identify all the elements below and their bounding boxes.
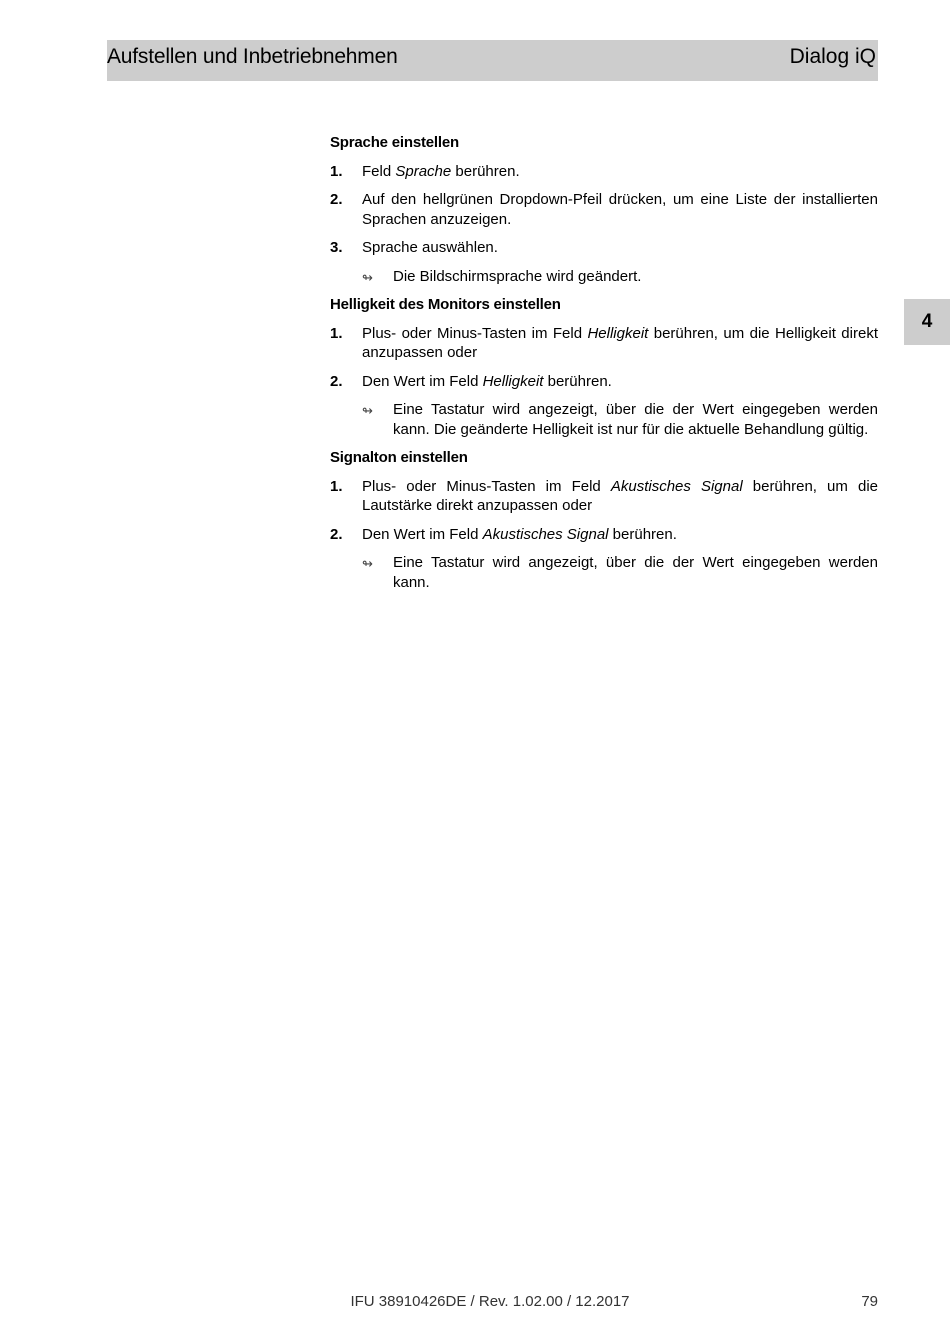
step-text: berühren.: [543, 372, 612, 390]
page-header-title: Aufstellen und Inbetriebnehmen: [107, 45, 398, 68]
step-number: 2.: [330, 525, 343, 543]
result-item: [330, 400, 878, 439]
step-text: Sprache auswählen.: [362, 239, 498, 256]
step-text: Plus- oder Minus-Tasten im Feld: [362, 477, 611, 495]
step-text: berühren.: [608, 525, 677, 543]
main-content: [330, 133, 878, 601]
step-number: 1.: [330, 162, 343, 180]
step-item: [330, 525, 878, 545]
step-number: 2.: [330, 191, 343, 208]
section-heading: Signalton einstellen: [330, 449, 468, 466]
section-helligkeit: [330, 295, 878, 439]
page-header: [107, 40, 878, 81]
step-item: [330, 477, 878, 516]
product-name: Dialog iQ: [789, 45, 876, 68]
step-text: Feld: [362, 162, 396, 180]
result-item: [330, 553, 878, 592]
section-heading: Sprache einstellen: [330, 134, 459, 151]
step-text: berühren, um die Lautstärke direkt anzupassen oder: [362, 477, 878, 514]
arrow-result-icon: ↬: [362, 269, 373, 285]
step-text: Auf den hellgrünen Dropdown-Pfeil drücken, um eine Liste der installierten Sprachen anzuzeigen.: [362, 191, 878, 228]
field-name: Helligkeit: [482, 372, 544, 390]
arrow-result-icon: ↬: [362, 403, 373, 418]
step-item: [330, 190, 878, 229]
page-number: 79: [861, 1293, 878, 1310]
step-item: [330, 162, 878, 182]
step-number: 1.: [330, 324, 343, 342]
field-name: Sprache: [395, 162, 452, 180]
section-sprache: [330, 133, 878, 286]
step-item: [330, 324, 878, 363]
field-name: Akustisches Signal: [610, 477, 743, 495]
field-name: Helligkeit: [587, 324, 649, 342]
step-item: [330, 238, 878, 258]
step-item: [330, 372, 878, 392]
step-number: 3.: [330, 239, 343, 256]
step-number: 2.: [330, 372, 343, 390]
section-heading: Helligkeit des Monitors einstellen: [330, 296, 561, 313]
step-text: berühren.: [451, 162, 520, 180]
step-text: berühren, um die Helligkeit direkt anzupassen oder: [362, 324, 878, 361]
result-item: [330, 267, 878, 287]
step-number: 1.: [330, 477, 343, 495]
section-signalton: [330, 448, 878, 592]
arrow-result-icon: ↬: [362, 556, 373, 571]
chapter-tab: 4: [904, 299, 950, 345]
step-text: Den Wert im Feld: [362, 525, 483, 543]
step-text: Den Wert im Feld: [362, 372, 483, 390]
field-name: Akustisches Signal: [482, 525, 609, 543]
footer-document-id: IFU 38910426DE / Rev. 1.02.00 / 12.2017: [350, 1293, 630, 1310]
result-text: Eine Tastatur wird angezeigt, über die der Wert eingegeben werden kann.: [393, 554, 878, 591]
step-text: Plus- oder Minus-Tasten im Feld: [362, 324, 588, 342]
result-text: Eine Tastatur wird angezeigt, über die der Wert eingegeben werden kann. Die geänderte Helligkeit ist nur für die aktuelle Behandlung gültig.: [393, 401, 878, 438]
result-text: Die Bildschirmsprache wird geändert.: [393, 267, 642, 285]
